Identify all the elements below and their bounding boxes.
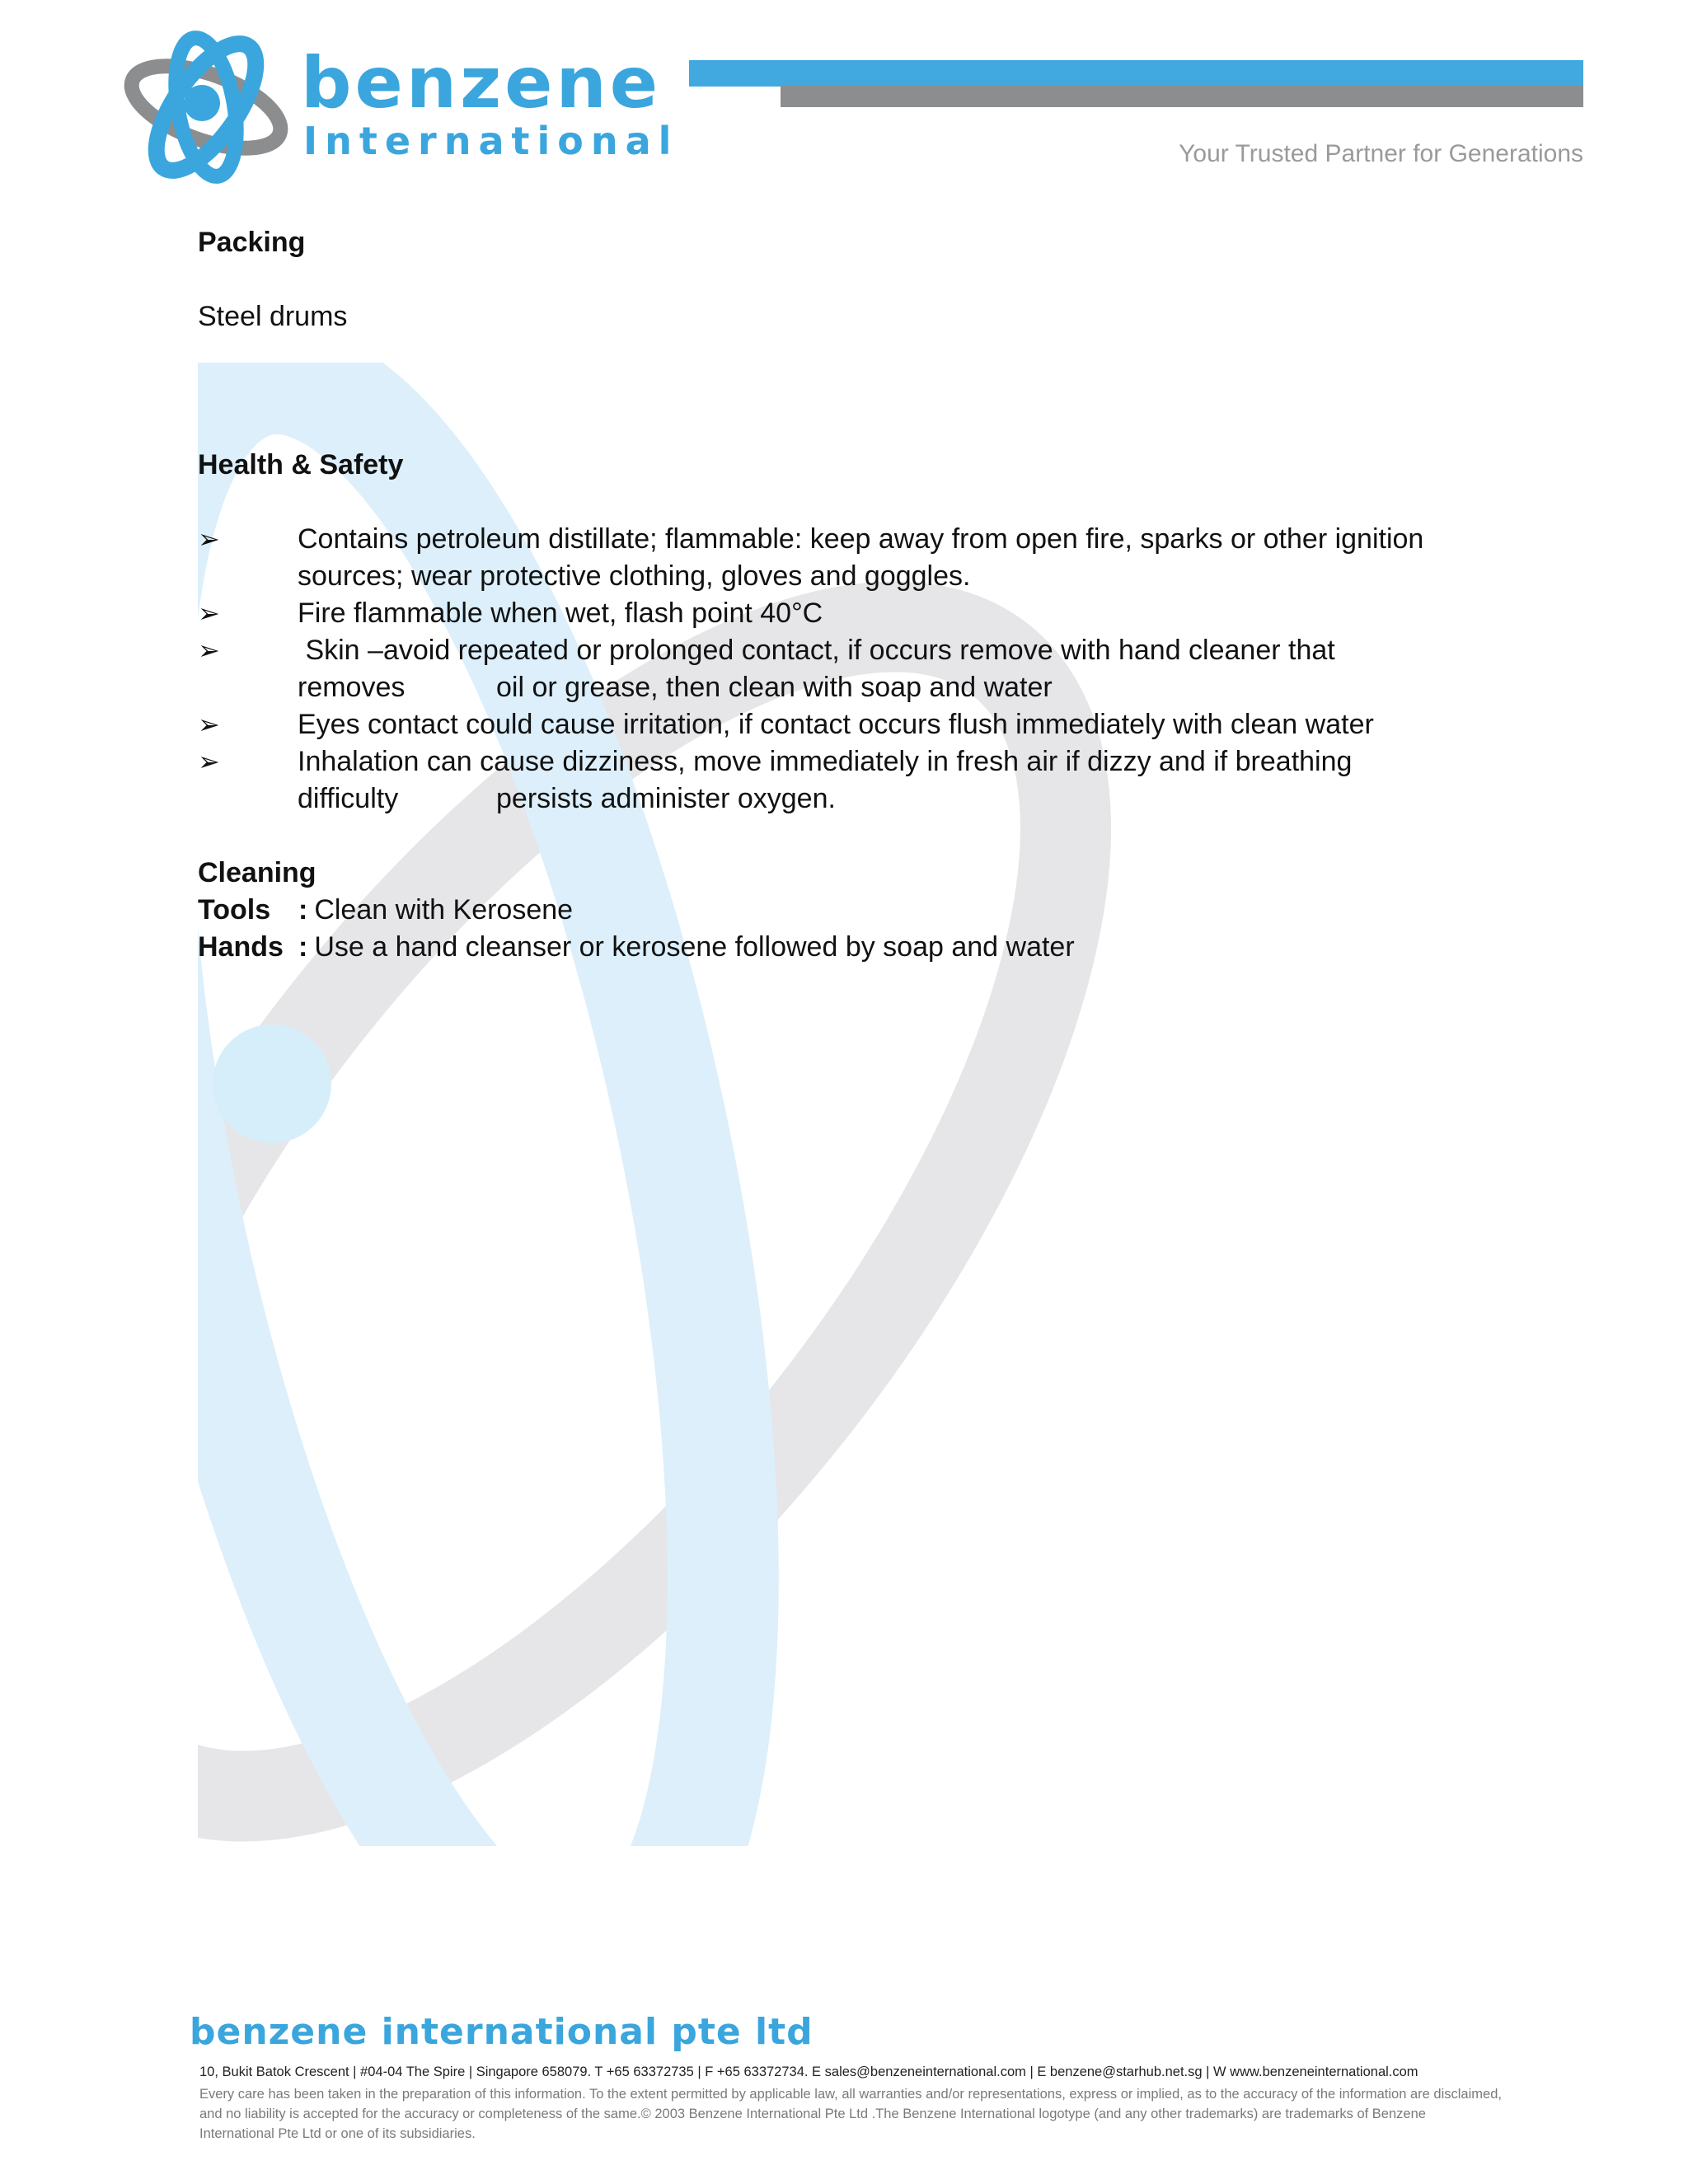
cleaning-hands-row — [198, 929, 1533, 966]
list-item-line: Inhalation can cause dizziness, move immediately in fresh air if dizzy and if breathing — [298, 746, 1353, 777]
list-item-word: removes — [298, 672, 406, 703]
hands-colon: : — [298, 931, 308, 963]
list-item — [198, 632, 1533, 706]
list-item-line: Contains petroleum distillate; flammable: keep away from open fire, sparks or other ignition — [298, 523, 1424, 555]
list-item-line: sources; wear protective clothing, gloves and goggles. — [298, 560, 971, 592]
arrow-bullet-icon: ➢ — [198, 635, 220, 665]
tools-text: Clean with Kerosene — [314, 894, 574, 926]
list-item-word: difficulty — [298, 783, 399, 814]
packing-text: Steel drums — [198, 301, 348, 332]
hands-label: Hands — [198, 931, 284, 963]
header-bar-grey — [781, 86, 1583, 107]
list-item-text: oil or grease, then clean with soap and water — [496, 672, 1053, 703]
list-item — [198, 595, 1533, 632]
arrow-bullet-icon: ➢ — [198, 747, 220, 776]
header-tagline: Your Trusted Partner for Generations — [1179, 140, 1583, 167]
tools-colon: : — [298, 894, 308, 926]
footer-disclaimer: Every care has been taken in the preparation of this information. To the extent permitted by applicable law, all warranties and/or representations, express or implied, as to the accuracy of the information are disclaimed, and no liability is accepted for the accuracy or completeness of the same.© 2003 Benzene International Pte Ltd .The Benzene International logotype (and any other trademarks) are trademarks of Benzene International Pte Ltd or one of its subsidiaries. — [199, 2087, 1502, 2141]
arrow-bullet-icon: ➢ — [198, 710, 220, 739]
list-item-line — [298, 780, 1533, 818]
list-item-line: Skin –avoid repeated or prolonged contact, if occurs remove with hand cleaner that — [298, 635, 1335, 666]
health-safety-list — [198, 521, 1533, 818]
cleaning-heading: Cleaning — [198, 857, 316, 888]
packing-heading: Packing — [198, 227, 306, 258]
footer-brand: benzene international pte ltd — [190, 2011, 814, 2053]
footer-contact: 10, Bukit Batok Crescent | #04-04 The Spire | Singapore 658079. T +65 63372735 | F +65 63372734. E sales@benzeneinternational.com | E benzene@starhub.net.sg | W www.benzeneinternational.com — [199, 2064, 1418, 2079]
list-item-line: Fire flammable when wet, flash point 40°C — [298, 598, 823, 629]
health-safety-heading: Health & Safety — [198, 449, 404, 480]
tools-label: Tools — [198, 894, 271, 926]
logo-subtitle: International — [303, 119, 679, 163]
arrow-bullet-icon: ➢ — [198, 598, 220, 628]
atom-logo-icon — [124, 25, 288, 190]
hands-text: Use a hand cleanser or kerosene followed by soap and water — [314, 931, 1075, 963]
list-item — [198, 743, 1533, 818]
arrow-bullet-icon: ➢ — [198, 524, 220, 554]
list-item — [198, 706, 1533, 743]
cleaning-tools-row — [198, 892, 1533, 929]
company-logo — [124, 25, 679, 190]
logo-wordmark: benzene — [301, 42, 662, 124]
document-body — [198, 224, 1533, 966]
list-item-line: Eyes contact could cause irritation, if contact occurs flush immediately with clean water — [298, 709, 1374, 740]
list-item-line — [298, 669, 1533, 706]
list-item-text: persists administer oxygen. — [496, 783, 836, 814]
header-bar-blue — [689, 60, 1583, 87]
list-item — [198, 521, 1533, 595]
